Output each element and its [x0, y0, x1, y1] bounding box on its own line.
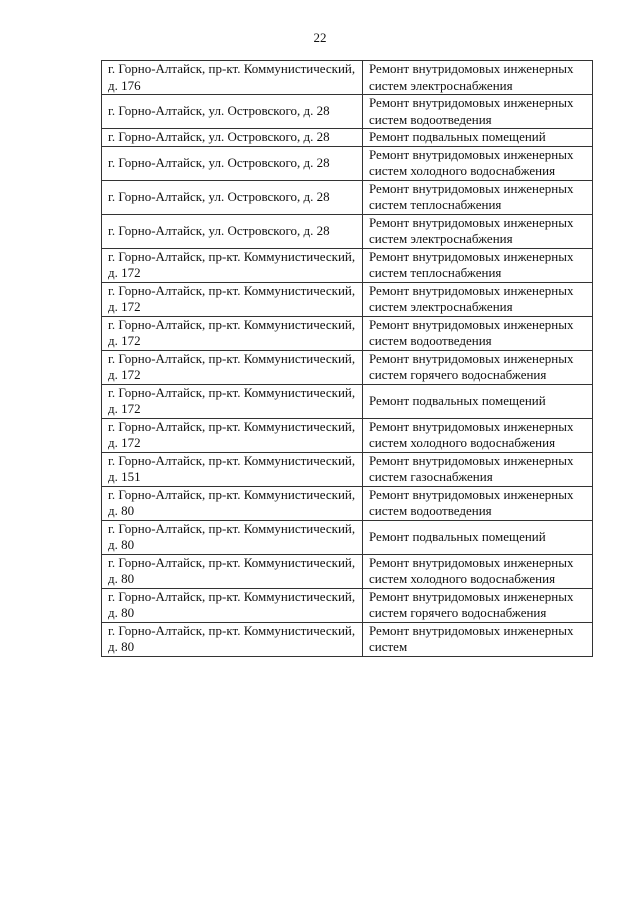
work-type-cell: Ремонт внутридомовых инженерных систем теплоснабжения [363, 248, 593, 282]
table-row [102, 486, 593, 520]
work-type-cell: Ремонт внутридомовых инженерных систем электроснабжения [363, 61, 593, 95]
address-cell: г. Горно-Алтайск, пр-кт. Коммунистический, д. 80 [102, 554, 363, 588]
address-cell: г. Горно-Алтайск, пр-кт. Коммунистический, д. 80 [102, 622, 363, 656]
address-cell: г. Горно-Алтайск, ул. Островского, д. 28 [102, 146, 363, 180]
work-type-cell: Ремонт внутридомовых инженерных систем холодного водоснабжения [363, 146, 593, 180]
page-number: 22 [313, 30, 327, 45]
address-cell: г. Горно-Алтайск, пр-кт. Коммунистический, д. 172 [102, 350, 363, 384]
table-row [102, 452, 593, 486]
table-row [102, 214, 593, 248]
work-type-cell: Ремонт внутридомовых инженерных систем газоснабжения [363, 452, 593, 486]
work-type-cell: Ремонт внутридомовых инженерных систем холодного водоснабжения [363, 418, 593, 452]
works-table-body [102, 61, 593, 657]
work-type-cell: Ремонт внутридомовых инженерных систем холодного водоснабжения [363, 554, 593, 588]
work-type-cell: Ремонт внутридомовых инженерных систем горячего водоснабжения [363, 350, 593, 384]
table-row [102, 61, 593, 95]
address-cell: г. Горно-Алтайск, ул. Островского, д. 28 [102, 129, 363, 147]
table-row [102, 282, 593, 316]
address-cell: г. Горно-Алтайск, ул. Островского, д. 28 [102, 214, 363, 248]
address-cell: г. Горно-Алтайск, пр-кт. Коммунистический, д. 172 [102, 248, 363, 282]
work-type-cell: Ремонт подвальных помещений [363, 384, 593, 418]
work-type-cell: Ремонт внутридомовых инженерных систем водоотведения [363, 316, 593, 350]
table-row [102, 180, 593, 214]
table-row [102, 316, 593, 350]
address-cell: г. Горно-Алтайск, ул. Островского, д. 28 [102, 180, 363, 214]
address-cell: г. Горно-Алтайск, пр-кт. Коммунистический, д. 172 [102, 282, 363, 316]
works-table [101, 60, 593, 657]
table-row [102, 146, 593, 180]
table-row [102, 622, 593, 656]
address-cell: г. Горно-Алтайск, пр-кт. Коммунистический, д. 80 [102, 588, 363, 622]
address-cell: г. Горно-Алтайск, пр-кт. Коммунистический, д. 172 [102, 384, 363, 418]
work-type-cell: Ремонт подвальных помещений [363, 520, 593, 554]
address-cell: г. Горно-Алтайск, пр-кт. Коммунистический, д. 80 [102, 520, 363, 554]
work-type-cell: Ремонт внутридомовых инженерных систем водоотведения [363, 95, 593, 129]
work-type-cell: Ремонт внутридомовых инженерных систем [363, 622, 593, 656]
table-row [102, 384, 593, 418]
work-type-cell: Ремонт внутридомовых инженерных систем теплоснабжения [363, 180, 593, 214]
work-type-cell: Ремонт внутридомовых инженерных систем электроснабжения [363, 282, 593, 316]
table-row [102, 418, 593, 452]
table-row [102, 520, 593, 554]
table-row [102, 129, 593, 147]
address-cell: г. Горно-Алтайск, ул. Островского, д. 28 [102, 95, 363, 129]
work-type-cell: Ремонт внутридомовых инженерных систем горячего водоснабжения [363, 588, 593, 622]
table-row [102, 95, 593, 129]
work-type-cell: Ремонт внутридомовых инженерных систем водоотведения [363, 486, 593, 520]
table-row [102, 350, 593, 384]
address-cell: г. Горно-Алтайск, пр-кт. Коммунистический, д. 176 [102, 61, 363, 95]
work-type-cell: Ремонт подвальных помещений [363, 129, 593, 147]
table-row [102, 588, 593, 622]
table-row [102, 248, 593, 282]
table-row [102, 554, 593, 588]
address-cell: г. Горно-Алтайск, пр-кт. Коммунистический, д. 80 [102, 486, 363, 520]
address-cell: г. Горно-Алтайск, пр-кт. Коммунистический, д. 172 [102, 316, 363, 350]
address-cell: г. Горно-Алтайск, пр-кт. Коммунистический, д. 172 [102, 418, 363, 452]
work-type-cell: Ремонт внутридомовых инженерных систем электроснабжения [363, 214, 593, 248]
address-cell: г. Горно-Алтайск, пр-кт. Коммунистический, д. 151 [102, 452, 363, 486]
